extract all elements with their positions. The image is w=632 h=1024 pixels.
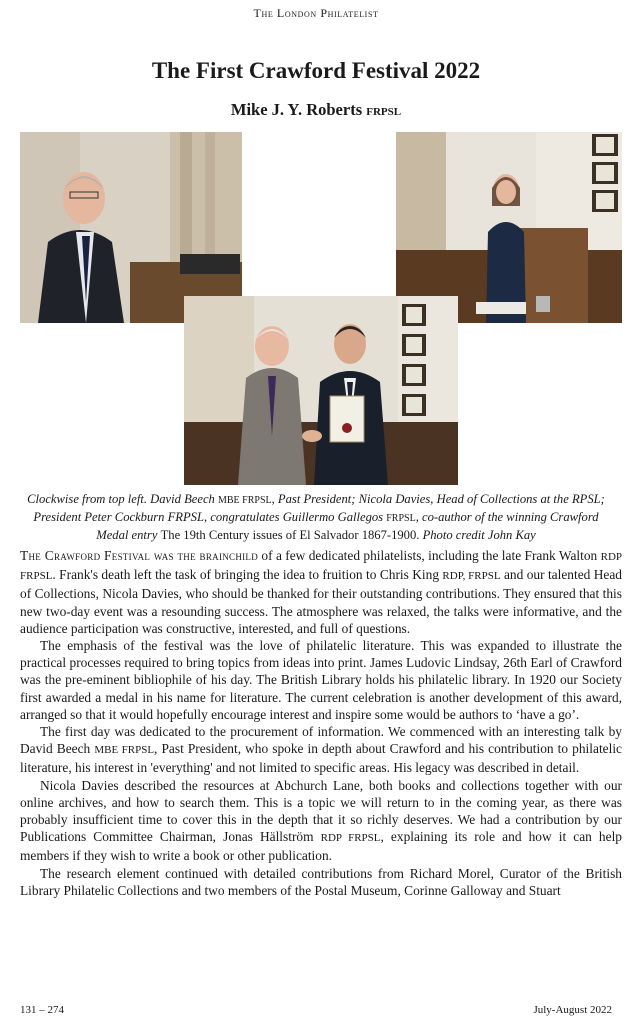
paragraph: The emphasis of the festival was the love of philatelic literature. This was expanded to illustrate the practical processes required to bring topics from ideas into print. James Ludovic Lindsay, 26th Earl of Crawford was the pre-eminent bibliophile of his day. The British Library holds his philatelic library. In 1920 our Society first awarded a medal in his name for literature. The current celebration is another development of this award, arranged so that it would hopefully encourage interest and inspire some would be authors to ‘have a go’. [20,638,622,722]
article-title: The First Crawford Festival 2022 [151,58,481,83]
photo-nicola-davies-image [396,132,622,323]
postnominal: RDP, FRPSL [442,570,501,583]
paragraph-text: , explaining its role and how it can help members if they wish to write a book or other publication. [20,829,622,864]
author-postnominal: FRPSL [366,106,402,118]
article-body [20,547,622,899]
byline [0,100,632,120]
paragraph-text: and our talented Head of Collections, Nicola Davies, who should be thanked for their outstanding contributions. They ensured that this new two-day event was a resounding success. The atmosphere was relaxed, the talks were informative, and the audience participation was constructive, interested, and full of questions. [20,567,623,636]
running-head: The London Philatelist [253,6,379,20]
author-name: Mike J. Y. Roberts [230,100,363,119]
caption-postnominal: FRPSL [386,513,416,524]
paragraph: The research element continued with detailed contributions from Richard Morel, Curator of the British Library Philatelic Collections and two members of the Postal Museum, Corinne Galloway and Stuart [20,865,622,898]
paragraph-text: Nicola Davies described the resources at Abchurch Lane, both books and collections together with our online archives, and how to search them. This is a topic we will return to in the coming year, as there was probably insufficient time to cover this in the depth that it so richly deserves. We had a contribution by our Publications Committee Chairman, Jonas Hällström [20,777,622,845]
postnominal: RDP FRPSL [320,832,381,845]
opening-small-caps: The Crawford Festival was the brainchild [20,548,259,563]
issue-date: July-August 2022 [533,1004,612,1016]
postnominal: MBE FRPSL [94,744,155,757]
figure-caption [22,491,610,544]
postnominal: RDP FRPSL [20,551,623,583]
photo-david-beech [20,132,242,323]
paragraph [20,777,622,865]
caption-exhibit-title: The 19th Century issues of El Salvador 1867-1900. [160,528,420,542]
photo-medal-presentation-image [184,296,458,485]
paragraph [20,547,622,637]
page-range: 131 – 274 [20,1004,64,1016]
paragraph-text: . Frank's death left the task of bringing the idea to fruition to Chris King [52,567,443,583]
paragraph-text: of a few dedicated philatelists, including the late Frank Walton [258,548,601,563]
paragraph-text: The first day was dedicated to the procurement of information. We commenced with an interesting talk by David Beech [20,724,622,757]
paragraph [20,723,622,777]
caption-text: Clockwise from top left. David Beech [27,492,218,506]
caption-postnominal: MBE FRPSL [217,495,272,506]
caption-photo-credit: Photo credit John Kay [419,528,536,542]
photo-david-beech-image [20,132,242,323]
photo-nicola-davies [396,132,622,323]
photo-medal-presentation [184,296,458,485]
caption-text: , Past President; Nicola Davies, Head of Collections at the RPSL; President Peter Cockburn FRPSL, congratulates Guillermo Gallegos [33,492,605,524]
paragraph-text: , Past President, who spoke in depth about Crawford and his contribution to philatelic literature, his interest in 'everything' and not limited to specific areas. His legacy was described in detail. [20,741,622,776]
caption-text: , co-author of the winning Crawford Medal entry [96,510,599,542]
